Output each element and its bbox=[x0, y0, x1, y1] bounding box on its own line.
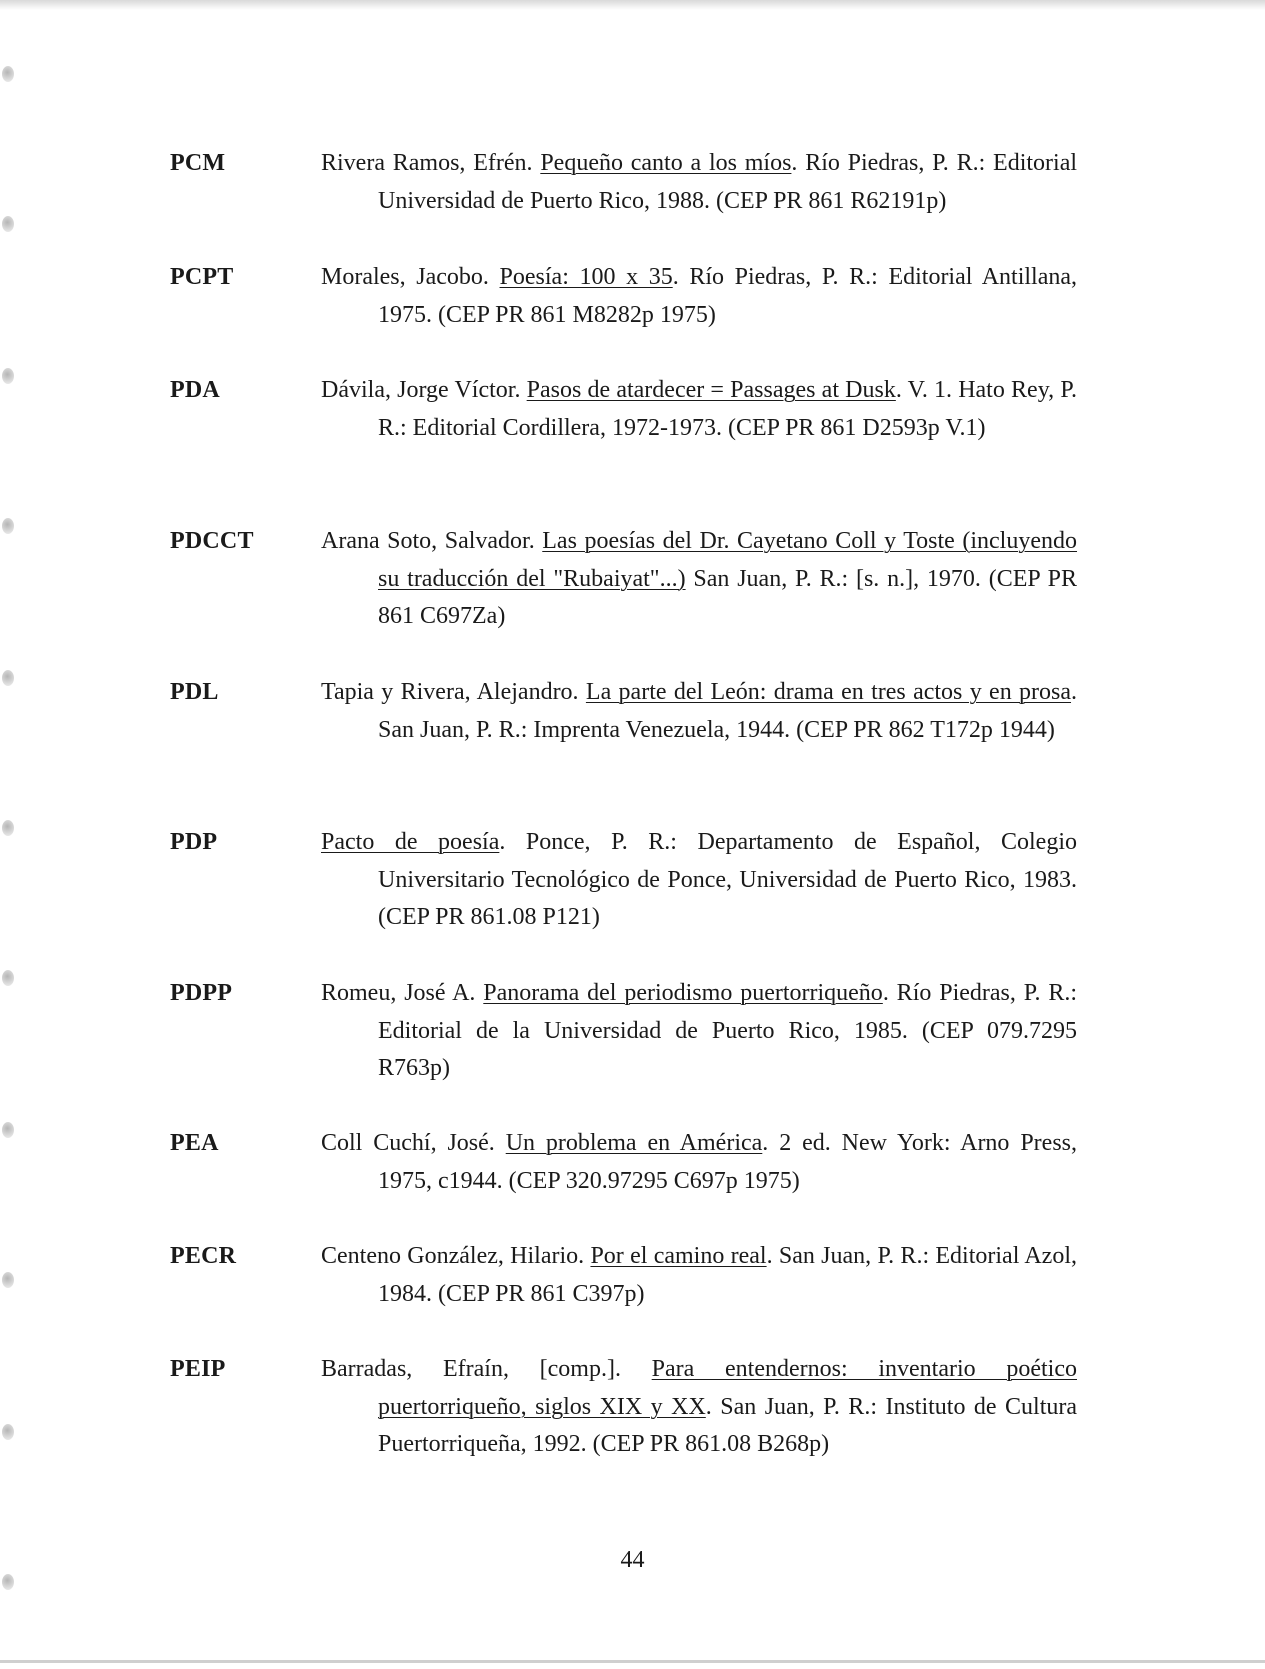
binder-hole bbox=[2, 1424, 14, 1440]
entry-code: PECR bbox=[170, 1243, 237, 1269]
entry-citation bbox=[321, 1351, 1077, 1464]
entry-author: Coll Cuchí, José. bbox=[321, 1130, 495, 1156]
entry-code: PDCCT bbox=[170, 528, 254, 554]
entry-citation bbox=[321, 372, 1077, 447]
entry-details: . Ponce, P. R.: Departamento de Español, Colegio Universitario Tecnológico de Ponce, Universidad de Puerto Rico, 1983. (CEP PR 861.08 P121) bbox=[378, 829, 1077, 930]
entry-title: Pacto de poesía bbox=[321, 829, 500, 855]
entry-code: PCPT bbox=[170, 264, 234, 290]
binder-hole bbox=[2, 820, 14, 836]
entry-details: . San Juan, P. R.: Editorial Azol, 1984. (CEP PR 861 C397p) bbox=[378, 1243, 1077, 1307]
binder-hole bbox=[2, 66, 14, 82]
entry-title: Para entendernos: inventario poético puertorriqueño, siglos XIX y XX bbox=[378, 1356, 1077, 1420]
entry-code: PDL bbox=[170, 679, 219, 705]
entry-title: Pequeño canto a los míos bbox=[540, 150, 792, 176]
entry-author: Morales, Jacobo. bbox=[321, 264, 489, 290]
entry-code: PDP bbox=[170, 829, 218, 855]
entry-title: Pasos de atardecer = Passages at Dusk bbox=[526, 377, 896, 403]
entry-citation bbox=[321, 674, 1077, 749]
entry-details: San Juan, P. R.: [s. n.], 1970. (CEP PR 861 C697Za) bbox=[378, 565, 1077, 629]
entry-title: Poesía: 100 x 35 bbox=[499, 264, 673, 290]
scan-top-edge bbox=[0, 0, 1265, 10]
entry-code: PCM bbox=[170, 150, 226, 176]
binder-hole bbox=[2, 1122, 14, 1138]
entry-details: . V. 1. Hato Rey, P. R.: Editorial Cordillera, 1972-1973. (CEP PR 861 D2593p V.1) bbox=[378, 377, 1078, 441]
entry-author: Rivera Ramos, Efrén. bbox=[321, 150, 533, 176]
entry-code: PEIP bbox=[170, 1356, 226, 1382]
entry-author: Romeu, José A. bbox=[321, 980, 476, 1006]
entry-details: . San Juan, P. R.: Imprenta Venezuela, 1944. (CEP PR 862 T172p 1944) bbox=[378, 679, 1078, 743]
entry-citation bbox=[321, 145, 1077, 220]
binder-hole bbox=[2, 216, 14, 232]
entry-details: . 2 ed. New York: Arno Press, 1975, c1944. (CEP 320.97295 C697p 1975) bbox=[378, 1130, 1077, 1194]
entry-title: Panorama del periodismo puertorriqueño bbox=[483, 980, 883, 1006]
scan-bottom-edge bbox=[0, 1660, 1265, 1663]
entry-title: La parte del León: drama en tres actos y en prosa bbox=[585, 679, 1072, 705]
binder-hole bbox=[2, 970, 14, 986]
entry-details: . Río Piedras, P. R.: Editorial Universidad de Puerto Rico, 1988. (CEP PR 861 R62191p) bbox=[378, 150, 1078, 214]
entry-title: Un problema en América bbox=[505, 1130, 763, 1156]
entry-author: Tapia y Rivera, Alejandro. bbox=[321, 679, 579, 705]
entry-details: . San Juan, P. R.: Instituto de Cultura Puertorriqueña, 1992. (CEP PR 861.08 B268p) bbox=[378, 1393, 1078, 1457]
entry-code: PEA bbox=[170, 1130, 219, 1156]
entry-citation bbox=[321, 259, 1077, 334]
entry-author: Barradas, Efraín, [comp.]. bbox=[321, 1356, 621, 1382]
entry-code: PDPP bbox=[170, 980, 233, 1006]
entry-details: . Río Piedras, P. R.: Editorial Antillana, 1975. (CEP PR 861 M8282p 1975) bbox=[378, 264, 1078, 328]
entry-title: Las poesías del Dr. Cayetano Coll y Toste (incluyendo su traducción del "Rubaiyat"...) bbox=[378, 528, 1078, 592]
entry-citation bbox=[321, 1238, 1077, 1313]
entry-details: . Río Piedras, P. R.: Editorial de la Universidad de Puerto Rico, 1985. (CEP 079.7295 R763p) bbox=[378, 980, 1077, 1081]
binder-hole bbox=[2, 368, 14, 384]
binder-hole bbox=[2, 670, 14, 686]
entry-title: Por el camino real bbox=[590, 1243, 767, 1269]
binder-hole bbox=[2, 1272, 14, 1288]
entry-author: Centeno González, Hilario. bbox=[321, 1243, 585, 1269]
page-number: 44 bbox=[620, 1547, 645, 1573]
entry-code: PDA bbox=[170, 377, 220, 403]
entry-citation bbox=[321, 1125, 1077, 1200]
entry-author: Dávila, Jorge Víctor. bbox=[321, 377, 521, 403]
entry-citation bbox=[321, 523, 1077, 636]
entry-author: Arana Soto, Salvador. bbox=[321, 528, 535, 554]
binder-hole bbox=[2, 518, 14, 534]
entry-citation bbox=[321, 975, 1077, 1088]
entry-citation bbox=[321, 824, 1077, 937]
